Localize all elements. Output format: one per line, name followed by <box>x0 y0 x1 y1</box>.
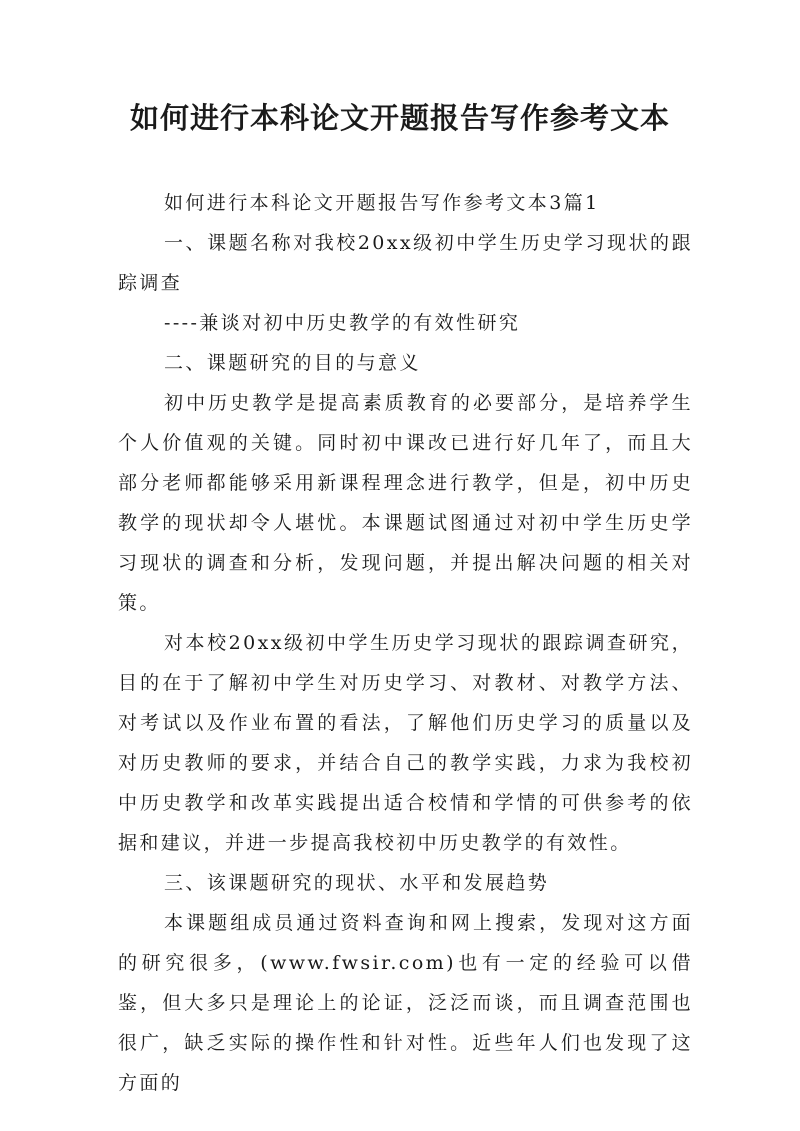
paragraph-section-1-heading: 一、课题名称对我校20xx级初中学生历史学习现状的跟踪调查 <box>118 232 693 294</box>
paragraph-section-2-body-2: 对本校20xx级初中学生历史学习现状的跟踪调查研究，目的在于了解初中学生对历史学习、对教材、对教学方法、对考试以及作业布置的看法，了解他们历史学习的质量以及对历史教师的要求，并结合自己的教学实践，力求为我校初中历史教学和改革实践提出适合校情和学情的可供参考的依据和建议，并进一步提高我校初中历史教学的有效性。 <box>118 632 693 854</box>
document-body <box>118 183 693 1103</box>
paragraph-section-3-heading: 三、该课题研究的现状、水平和发展趋势 <box>164 872 550 894</box>
paragraph-section-2-heading: 二、课题研究的目的与意义 <box>164 352 421 374</box>
paragraph-section-3-body: 本课题组成员通过资料查询和网上搜索，发现对这方面的研究很多，(www.fwsir.com)也有一定的经验可以借鉴，但大多只是理论上的论证，泛泛而谈，而且调查范围也很广，缺乏实际的操作性和针对性。近些年人们也发现了这方面的 <box>118 912 693 1094</box>
document-title: 如何进行本科论文开题报告写作参考文本 <box>129 101 670 135</box>
paragraph-section-1-subheading: ----兼谈对初中历史教学的有效性研究 <box>164 312 521 334</box>
paragraph-subtitle: 如何进行本科论文开题报告写作参考文本3篇1 <box>164 192 600 214</box>
paragraph-section-2-body-1: 初中历史教学是提高素质教育的必要部分，是培养学生个人价值观的关键。同时初中课改已进行好几年了，而且大部分老师都能够采用新课程理念进行教学，但是，初中历史教学的现状却令人堪忧。本课题试图通过对初中学生历史学习现状的调查和分析，发现问题，并提出解决问题的相关对策。 <box>118 392 693 614</box>
